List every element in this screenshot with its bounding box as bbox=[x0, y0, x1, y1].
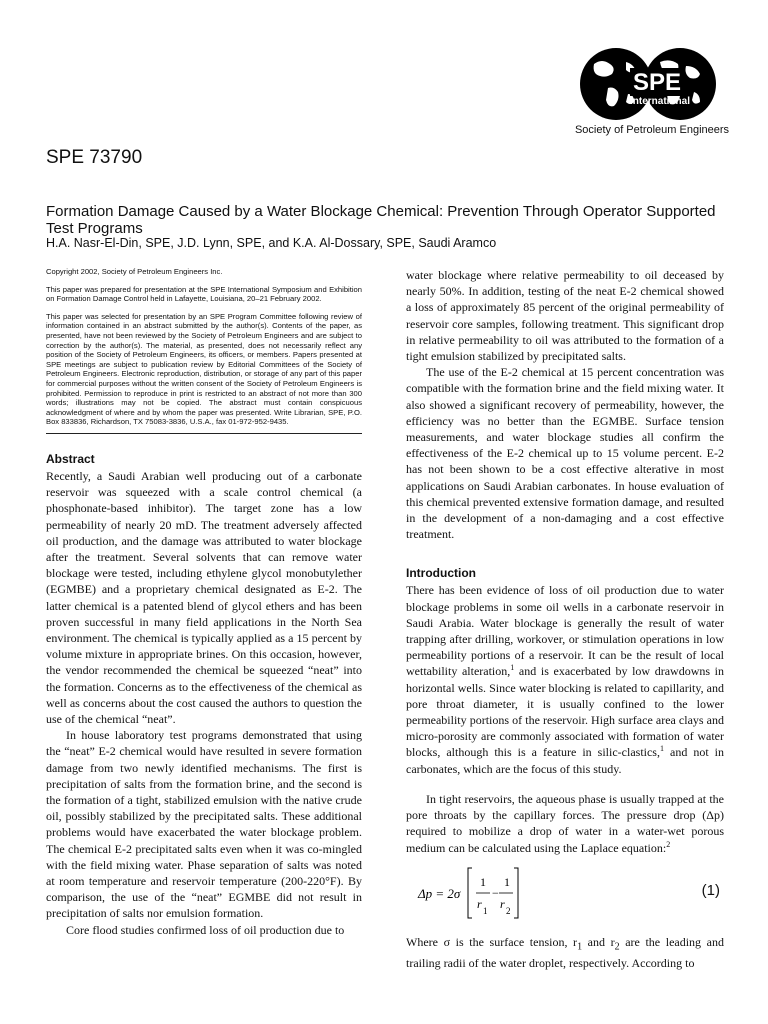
abstract-heading: Abstract bbox=[46, 451, 95, 466]
right-column bbox=[406, 267, 724, 972]
notice-divider bbox=[46, 433, 362, 434]
paper-title: Formation Damage Caused by a Water Blockage Chemical: Prevention Through Operator Supported Test Programs bbox=[46, 203, 716, 237]
radius-subscript: 1 bbox=[483, 905, 488, 916]
left-column bbox=[46, 267, 362, 938]
abstract-paragraph: Core flood studies confirmed loss of oil production due to bbox=[66, 922, 345, 937]
fraction-numerator: 1 bbox=[480, 874, 486, 889]
citation-ref: 2 bbox=[666, 839, 671, 849]
abstract-paragraph: Recently, a Saudi Arabian well producing out of a carbonate reservoir was squeezed with a scale control chemical (a phosphonate-based inhibitor). The target zone has a low permeability of nearly 20 mD. The treatment adversely affected oil production, and the damage was attributed to water blockage after the treatment. Several solvents that can remove water blockage were tested, including ethylene glycol monobutylether (EGMBE) and a proprietary chemical designated as E-2. The latter chemical is a patented blend of glycol ethers and has been proven successful in many field applications in the North Sea environment. The chemical is typically applied as a 15 percent by volume mixture in appropriate brines. On this occasion, however, the vendor recommended the chemical be squeezed “neat” into the formation. Concerns as to the effectiveness of the chemical as well as concerns about the cost caused the authors to question the use of the chemical “neat”. bbox=[46, 468, 362, 726]
introduction-paragraph: There has been evidence of loss of oil production due to water blockage problems in some oil wells in a carbonate reservoir in Saudi Arabia. Water blockage is generally the result of water trapping after drilling, workover, or stimulation operations in low permeability portions of a reservoir. It can be the result of local wettability alteration,$^1$ and is exacerbated by low drawdowns in horizontal wells. Since water blocking is related to capillarity, and pore throat diameter, it is usually confined to the lower permeability portions of the reservoir. High surface area clays and micro-porosity are commonly associated with formation of water blocks, although this is a feature in silic-clastics,$^1$ and not in carbonates, which are the focus of this study. bbox=[406, 583, 724, 776]
laplace-equation bbox=[406, 860, 724, 926]
radius-symbol: r bbox=[500, 896, 505, 911]
introduction-paragraph: In tight reservoirs, the aqueous phase is usually trapped at the pore throats by the capillary forces. The pressure drop (Δp) required to mobilize a drop of water in a water-wet porous medium can be calculated using the Laplace equation:$^2$ bbox=[406, 791, 724, 855]
introduction-heading: Introduction bbox=[406, 566, 476, 581]
citation-ref: 1 bbox=[659, 744, 664, 754]
copyright-notice: Copyright 2002, Society of Petroleum Engineers Inc. bbox=[46, 267, 223, 276]
logo-caption: Society of Petroleum Engineers bbox=[574, 124, 730, 136]
paper-id: SPE 73790 bbox=[46, 147, 143, 168]
citation-ref: 1 bbox=[510, 663, 515, 673]
radius-symbol: r bbox=[477, 896, 482, 911]
abstract-paragraph: The use of the E-2 chemical at 15 percent concentration was compatible with the formation brine and the field mixing water. It also showed a significant recovery of permeability, however, the efficiency was no better than the EGMBE. Surface tension measurements, and water blockage studies all confirm the effectiveness of the E-2 chemical up to 15 volume percent. E-2 has not been shown to be a cost effective alterative in most applications on Saudi Arabian carbonates. In house evaluation of this chemical prevented extensive formation damage, and resulted in the development of a non-damaging and a cost effective treatment. bbox=[406, 365, 724, 542]
equation-lhs: Δp = 2σ bbox=[418, 885, 461, 901]
minus-sign: − bbox=[492, 885, 499, 900]
review-notice: This paper was selected for presentation by an SPE Program Committee following review of information contained in an abstract submitted by the author(s). Contents of the paper, as presented, have not been reviewed by the Society of Petroleum Engineers and are subject to correction by the author(s). The material, as presented, does not necessarily reflect any position of the Society of Petroleum Engineers, its officers, or members. Papers presented at SPE meetings are subject to publication review by Editorial Committees of the Society of Petroleum Engineers. Electronic reproduction, distribution, or storage of any part of this paper for commercial purposes without the written consent of the Society of Petroleum Engineers is prohibited. Permission to reproduce in print is restricted to an abstract of not more than 300 words; illustrations may not be copied. The abstract must contain conspicuous acknowledgment of where and by whom the paper was presented. Write Librarian, SPE, P.O. Box 833836, Richardson, TX 75083-3836, U.S.A., fax 01-972-952-9435. bbox=[46, 311, 362, 427]
equation-graphic bbox=[406, 860, 546, 926]
abstract-paragraph: In house laboratory test programs demonstrated that using the “neat” E-2 chemical would have resulted in severe formation damage from two newly identified mechanisms. The first is precipitation of salts from the formation brine, and the second is the formation of a tight, stabilized emulsion with the native crude oil, possibly stabilized by the precipitated salts. These additional problems would have exacerbated the water blockage problem. The chemical E-2 precipitated salts even when it was co-mingled with the field mixing water. Phase separation of salts was noted at room temperature and reservoir temperature (200-220°F). By comparison, the use of the “neat” EGMBE did not result in precipitation of salts nor emulsion formation. bbox=[46, 728, 362, 921]
abstract-paragraph-continued: water blockage where relative permeability to oil deceased by nearly 50%. In addition, testing of the neat E-2 chemical showed a loss of approximately 85 percent of the original permeability of reservoir core samples, following treatment. This significant drop in relative permeability to oil was attributed to the formation of a tight emulsion stabilized by precipitated salts. bbox=[406, 268, 724, 364]
fraction-numerator: 1 bbox=[504, 874, 510, 889]
radius-subscript: 2 bbox=[506, 905, 511, 916]
logo-international-text: International bbox=[629, 96, 691, 107]
introduction-paragraph: Where σ is the surface tension, $r_1$ and $r_2$ are the leading and trailing radii of the water droplet, respectively. According to bbox=[406, 934, 724, 971]
authors: H.A. Nasr-El-Din, SPE, J.D. Lynn, SPE, and K.A. Al-Dossary, SPE, Saudi Aramco bbox=[46, 236, 497, 250]
presentation-notice: This paper was prepared for presentation at the SPE International Symposium and Exhibition on Formation Damage Control held in Lafayette, Louisiana, 20–21 February 2002. bbox=[46, 284, 362, 304]
equation-number: (1) bbox=[701, 881, 720, 899]
logo-spe-text: SPE bbox=[632, 69, 682, 96]
